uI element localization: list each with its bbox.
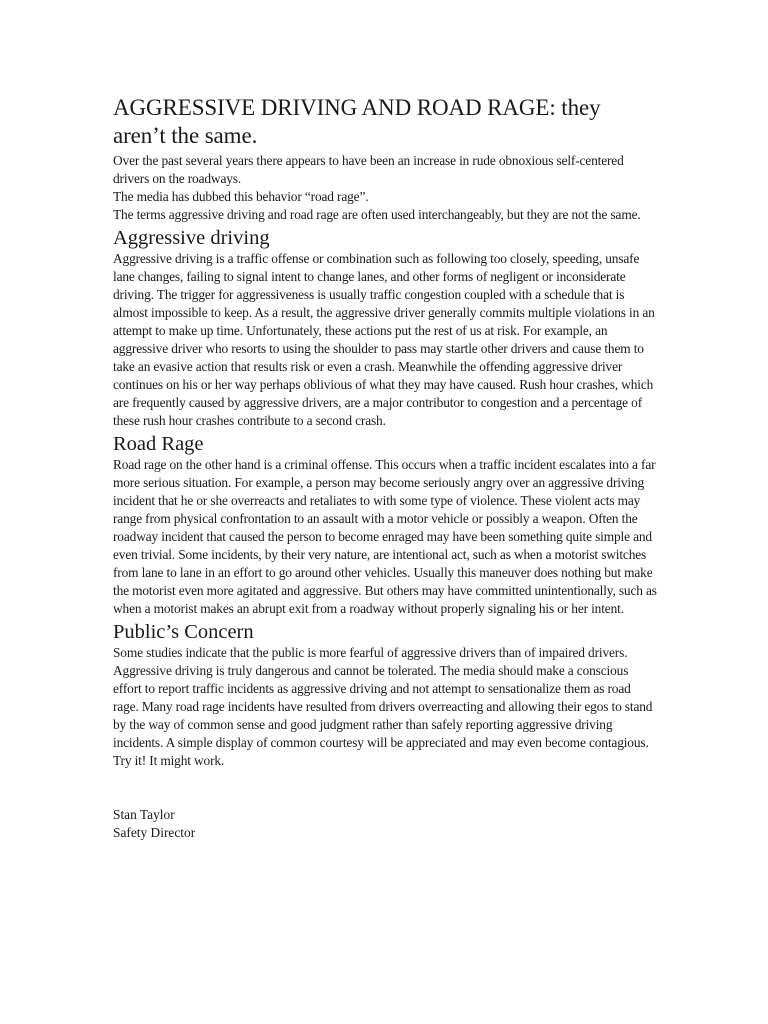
signature-name: Stan Taylor [113, 807, 175, 822]
section-heading-road-rage: Road Rage [113, 433, 204, 455]
document-page [113, 94, 658, 842]
signature-role: Safety Director [113, 825, 196, 840]
section-body-aggressive-driving: Aggressive driving is a traffic offense or combination such as following too closely, speeding, unsafe lane changes, failing to signal intent to change lanes, and other forms of negligent or inconsiderate driving. The trigger for aggressiveness is usually traffic congestion coupled with a schedule that is almost impossible to keep. As a result, the aggressive driver generally commits multiple violations in an attempt to make up time. Unfortunately, these actions put the rest of us at risk. For example, an aggressive driver who resorts to using the shoulder to pass may startle other drivers and cause them to take an evasive action that results risk or even a crash. Meanwhile the offending aggressive driver continues on his or her way perhaps oblivious of what they may have caused. Rush hour crashes, which are frequently caused by aggressive drivers, are a major contributor to congestion and a percentage of these rush hour crashes contribute to a second crash. [113, 251, 655, 428]
intro-paragraph-1: Over the past several years there appears to have been an increase in rude obnoxious self-centered drivers on the roadways. [113, 153, 624, 186]
signature-block [113, 806, 658, 842]
section-heading-aggressive-driving: Aggressive driving [113, 227, 270, 249]
intro-paragraph-3: The terms aggressive driving and road rage are often used interchangeably, but they are not the same. [113, 207, 641, 222]
document-title: AGGRESSIVE DRIVING AND ROAD RAGE: they aren’t the same. [113, 95, 601, 148]
section-heading-publics-concern: Public’s Concern [113, 621, 254, 643]
section-body-road-rage: Road rage on the other hand is a criminal offense. This occurs when a traffic incident escalates into a far more serious situation. For example, a person may become seriously angry over an aggressive driving incident that he or she overreacts and retaliates to with some type of violence. These violent acts may range from physical confrontation to an assault with a motor vehicle or possibly a weapon. Often the roadway incident that caused the person to become enraged may have been something quite simple and even trivial. Some incidents, by their very nature, are intentional act, such as when a motorist switches from lane to lane in an effort to go around other vehicles. Usually this maneuver does nothing but make the motorist even more agitated and aggressive. But others may have committed unintentionally, such as when a motorist makes an abrupt exit from a roadway without properly signaling his or her intent. [113, 457, 657, 616]
section-body-publics-concern: Some studies indicate that the public is more fearful of aggressive drivers than of impaired drivers. Aggressive driving is truly dangerous and cannot be tolerated. The media should make a conscious effort to report traffic incidents as aggressive driving and not attempt to sensationalize them as road rage. Many road rage incidents have resulted from drivers overreacting and allowing their egos to stand by the way of common sense and good judgment rather than safely reporting aggressive driving incidents. A simple display of common courtesy will be appreciated and may even become contagious. Try it! It might work. [113, 645, 653, 768]
intro-paragraph-2: The media has dubbed this behavior “road rage”. [113, 189, 369, 204]
